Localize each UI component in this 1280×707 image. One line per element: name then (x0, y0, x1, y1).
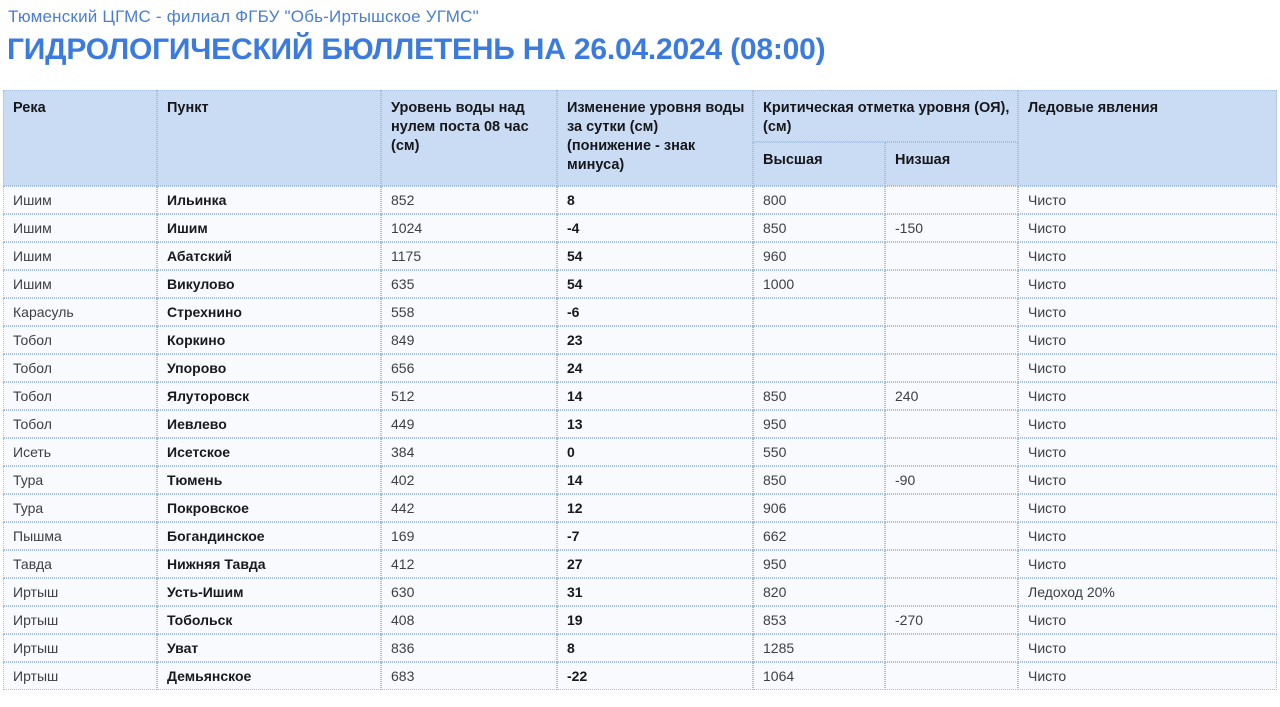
cell-level-change: 0 (557, 438, 753, 466)
cell-water-level: 402 (381, 466, 557, 494)
cell-ice-events: Чисто (1018, 634, 1277, 662)
table-row (3, 578, 1277, 606)
cell-level-change: 24 (557, 354, 753, 382)
cell-ice-events: Чисто (1018, 494, 1277, 522)
cell-station: Покровское (157, 494, 381, 522)
cell-level-change: -7 (557, 522, 753, 550)
cell-water-level: 442 (381, 494, 557, 522)
cell-critical-high: 906 (753, 494, 885, 522)
cell-critical-low: -150 (885, 214, 1018, 242)
cell-water-level: 836 (381, 634, 557, 662)
cell-critical-high: 662 (753, 522, 885, 550)
cell-critical-low (885, 186, 1018, 214)
cell-level-change: 14 (557, 382, 753, 410)
page-title: ГИДРОЛОГИЧЕСКИЙ БЮЛЛЕТЕНЬ НА 26.04.2024 (08:00) (7, 33, 826, 66)
cell-critical-low (885, 522, 1018, 550)
cell-critical-low (885, 242, 1018, 270)
cell-ice-events: Чисто (1018, 242, 1277, 270)
cell-ice-events: Чисто (1018, 298, 1277, 326)
cell-water-level: 512 (381, 382, 557, 410)
cell-river: Ишим (3, 186, 157, 214)
cell-water-level: 635 (381, 270, 557, 298)
cell-critical-low (885, 662, 1018, 690)
cell-critical-high: 950 (753, 410, 885, 438)
column-header-level-change: Изменение уровня воды за сутки (см) (понижение - знак минуса) (557, 90, 753, 186)
cell-water-level: 630 (381, 578, 557, 606)
column-header-station: Пункт (157, 90, 381, 186)
cell-critical-high (753, 354, 885, 382)
cell-station: Усть-Ишим (157, 578, 381, 606)
cell-critical-low (885, 550, 1018, 578)
cell-critical-low (885, 270, 1018, 298)
cell-level-change: -6 (557, 298, 753, 326)
hydrology-table (3, 90, 1277, 690)
cell-river: Тобол (3, 410, 157, 438)
cell-station: Иевлево (157, 410, 381, 438)
cell-station: Викулово (157, 270, 381, 298)
table-row (3, 214, 1277, 242)
cell-ice-events: Чисто (1018, 354, 1277, 382)
cell-critical-high (753, 326, 885, 354)
cell-level-change: 27 (557, 550, 753, 578)
cell-level-change: 14 (557, 466, 753, 494)
cell-level-change: 8 (557, 634, 753, 662)
cell-station: Ишим (157, 214, 381, 242)
cell-level-change: -4 (557, 214, 753, 242)
cell-river: Иртыш (3, 606, 157, 634)
cell-critical-high: 1000 (753, 270, 885, 298)
table-header (3, 90, 1277, 186)
cell-water-level: 683 (381, 662, 557, 690)
cell-critical-high: 850 (753, 382, 885, 410)
column-header-critical-low: Низшая (885, 142, 1018, 186)
table-row (3, 410, 1277, 438)
cell-critical-low (885, 438, 1018, 466)
cell-station: Демьянское (157, 662, 381, 690)
cell-station: Уват (157, 634, 381, 662)
cell-critical-high (753, 298, 885, 326)
cell-water-level: 169 (381, 522, 557, 550)
cell-critical-high: 1064 (753, 662, 885, 690)
table-row (3, 270, 1277, 298)
cell-station: Абатский (157, 242, 381, 270)
cell-level-change: 54 (557, 242, 753, 270)
cell-critical-low (885, 298, 1018, 326)
table-row (3, 382, 1277, 410)
cell-station: Тобольск (157, 606, 381, 634)
cell-station: Упорово (157, 354, 381, 382)
cell-station: Тюмень (157, 466, 381, 494)
cell-river: Иртыш (3, 662, 157, 690)
cell-critical-low (885, 354, 1018, 382)
column-header-critical-mark: Критическая отметка уровня (ОЯ), (см) (753, 90, 1018, 142)
cell-water-level: 449 (381, 410, 557, 438)
table-row (3, 326, 1277, 354)
cell-level-change: 31 (557, 578, 753, 606)
cell-ice-events: Чисто (1018, 214, 1277, 242)
table-body (3, 186, 1277, 690)
cell-river: Пышма (3, 522, 157, 550)
cell-ice-events: Чисто (1018, 522, 1277, 550)
cell-river: Тавда (3, 550, 157, 578)
cell-level-change: 23 (557, 326, 753, 354)
cell-river: Исеть (3, 438, 157, 466)
cell-ice-events: Чисто (1018, 606, 1277, 634)
table-row (3, 634, 1277, 662)
bulletin-page (0, 6, 1280, 707)
table-row (3, 606, 1277, 634)
cell-ice-events: Чисто (1018, 186, 1277, 214)
cell-river: Ишим (3, 270, 157, 298)
cell-level-change: 19 (557, 606, 753, 634)
cell-critical-low: -90 (885, 466, 1018, 494)
table-row (3, 186, 1277, 214)
cell-river: Тобол (3, 382, 157, 410)
cell-ice-events: Чисто (1018, 550, 1277, 578)
cell-station: Стрехнино (157, 298, 381, 326)
cell-level-change: 12 (557, 494, 753, 522)
table-row (3, 522, 1277, 550)
cell-river: Ишим (3, 214, 157, 242)
cell-critical-high: 853 (753, 606, 885, 634)
cell-level-change: 8 (557, 186, 753, 214)
cell-river: Тобол (3, 354, 157, 382)
cell-critical-low (885, 494, 1018, 522)
table-row (3, 298, 1277, 326)
cell-water-level: 558 (381, 298, 557, 326)
cell-river: Тура (3, 466, 157, 494)
cell-critical-low (885, 326, 1018, 354)
table-row (3, 438, 1277, 466)
cell-river: Иртыш (3, 634, 157, 662)
cell-ice-events: Чисто (1018, 410, 1277, 438)
cell-water-level: 1024 (381, 214, 557, 242)
cell-critical-low (885, 578, 1018, 606)
cell-critical-high: 960 (753, 242, 885, 270)
cell-water-level: 384 (381, 438, 557, 466)
cell-station: Ялуторовск (157, 382, 381, 410)
column-header-water-level: Уровень воды над нулем поста 08 час (см) (381, 90, 557, 186)
cell-level-change: -22 (557, 662, 753, 690)
table-row (3, 354, 1277, 382)
cell-critical-high: 850 (753, 466, 885, 494)
table-row (3, 494, 1277, 522)
cell-ice-events: Чисто (1018, 438, 1277, 466)
organization-name: Тюменский ЦГМС - филиал ФГБУ "Обь-Иртышское УГМС" (8, 7, 479, 26)
cell-water-level: 656 (381, 354, 557, 382)
cell-critical-low (885, 634, 1018, 662)
cell-station: Нижняя Тавда (157, 550, 381, 578)
column-header-ice-events: Ледовые явления (1018, 90, 1277, 186)
table-row (3, 550, 1277, 578)
cell-critical-high: 800 (753, 186, 885, 214)
cell-critical-high: 820 (753, 578, 885, 606)
cell-ice-events: Чисто (1018, 662, 1277, 690)
cell-critical-high: 550 (753, 438, 885, 466)
cell-critical-high: 950 (753, 550, 885, 578)
table-row (3, 242, 1277, 270)
cell-station: Богандинское (157, 522, 381, 550)
cell-level-change: 54 (557, 270, 753, 298)
cell-river: Тобол (3, 326, 157, 354)
cell-water-level: 852 (381, 186, 557, 214)
table-row (3, 662, 1277, 690)
cell-critical-high: 850 (753, 214, 885, 242)
cell-critical-low: -270 (885, 606, 1018, 634)
column-header-critical-high: Высшая (753, 142, 885, 186)
cell-ice-events: Чисто (1018, 382, 1277, 410)
cell-ice-events: Чисто (1018, 466, 1277, 494)
cell-river: Карасуль (3, 298, 157, 326)
cell-water-level: 849 (381, 326, 557, 354)
cell-critical-low: 240 (885, 382, 1018, 410)
cell-critical-low (885, 410, 1018, 438)
cell-ice-events: Чисто (1018, 326, 1277, 354)
cell-station: Исетское (157, 438, 381, 466)
cell-station: Коркино (157, 326, 381, 354)
cell-water-level: 412 (381, 550, 557, 578)
cell-river: Тура (3, 494, 157, 522)
cell-critical-high: 1285 (753, 634, 885, 662)
cell-water-level: 1175 (381, 242, 557, 270)
cell-water-level: 408 (381, 606, 557, 634)
cell-ice-events: Ледоход 20% (1018, 578, 1277, 606)
table-row (3, 466, 1277, 494)
cell-ice-events: Чисто (1018, 270, 1277, 298)
cell-station: Ильинка (157, 186, 381, 214)
cell-river: Иртыш (3, 578, 157, 606)
cell-river: Ишим (3, 242, 157, 270)
column-header-river: Река (3, 90, 157, 186)
cell-level-change: 13 (557, 410, 753, 438)
